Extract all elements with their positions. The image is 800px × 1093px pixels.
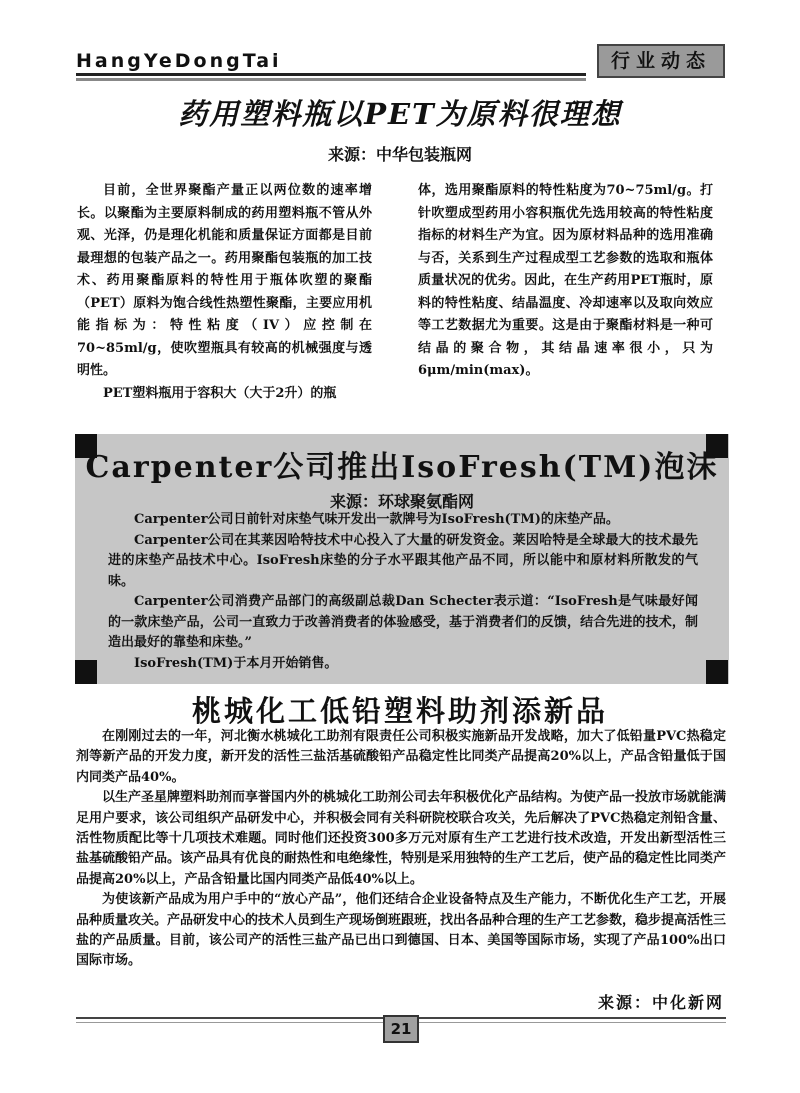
article2-source: 来源：环球聚氨酯网: [329, 492, 474, 511]
header-left-title: HangYeDongTai: [76, 50, 282, 72]
article1-paragraph: 目前，全世界聚酯产量正以两位数的速率增长。以聚酯为主要原料制成的药用塑料瓶不管从外观、光泽，仍是理化机能和质量保证方面都是目前最理想的包装产品之一。药用聚酯包装瓶的加工技术、药用聚酯原料的特性用于瓶体吹塑的聚酯（PET）原料为饱合线性热塑性聚酯，主要应用机能指标为：特性粘度（IV）应控制在70~85ml/g，使吹塑瓶具有较高的机械强度与透明性。: [77, 183, 372, 378]
header-rule: [76, 73, 586, 76]
article2-paragraph: Carpenter公司在其莱因哈特技术中心投入了大量的研发资金。莱因哈特是全球最大的技术最先进的床垫产品技术中心。IsoFresh床垫的分子水平跟其他产品不同，所以能中和原材料所散发的气味。: [108, 532, 698, 589]
box-corner-mark: [75, 660, 97, 684]
article3-source: 来源：中化新网: [597, 993, 724, 1012]
article1-right-column: [418, 180, 713, 383]
article2-paragraph: IsoFresh(TM)于本月开始销售。: [134, 655, 338, 671]
article2-paragraph: Carpenter公司消费产品部门的高级副总裁Dan Schecter表示道：“IsoFresh是气味最好闻的一款床垫产品，公司一直致力于改善消费者的体验感受，基于消费者们的反馈，结合先进的技术，制造出最好的靠垫和床垫。”: [108, 594, 698, 650]
article1-title: 药用塑料瓶以PET为原料很理想: [178, 97, 622, 131]
box-corner-mark: [706, 660, 728, 684]
article2-body: [108, 510, 698, 674]
article1-paragraph: PET塑料瓶用于容积大（大于2升）的瓶: [103, 385, 337, 401]
article1-source: 来源：中华包装瓶网: [327, 145, 472, 164]
article1-left-column: [77, 180, 372, 405]
article2-title: Carpenter公司推出IsoFresh(TM)泡沫: [85, 450, 719, 485]
article1-paragraph: 体，选用聚酯原料的特性粘度为70~75ml/g。打针吹塑成型药用小容积瓶优先选用较高的特性粘度指标的材料生产为宜。因为原材料品种的选用准确与否，关系到生产过程成型工艺参数的选取和瓶体质量状况的优劣。因此，在生产药用PET瓶时，原料的特性粘度、结晶温度、冷却速率以及取向效应等工艺数据尤为重要。这是由于聚酯材料是一种可结晶的聚合物，其结晶速率很小，只为6μm/min(max)。: [418, 183, 713, 378]
article3-paragraph: 在刚刚过去的一年，河北衡水桃城化工助剂有限责任公司积极实施新品开发战略，加大了低铅量PVC热稳定剂等新产品的开发力度，新开发的活性三盐活基硫酸铅产品稳定性比同类产品提高20%以上，产品含铅量低于国内同类产品40%。: [76, 729, 726, 785]
article2-paragraph: Carpenter公司日前针对床垫气味开发出一款牌号为IsoFresh(TM)的床垫产品。: [134, 512, 619, 527]
article3-paragraph: 以生产圣星牌塑料助剂而享誉国内外的桃城化工助剂公司去年积极优化产品结构。为使产品一投放市场就能满足用户要求，该公司组织产品研发中心，并积极会同有关科研院校联合攻关，先后解决了PVC热稳定剂铅含量、活性物质配比等十几项技术难题。同时他们还投资300多万元对原有生产工艺进行技术改造，开发出新型活性三盐基硫酸铅产品。该产品具有优良的耐热性和电绝缘性，特别是采用独特的生产工艺后，使产品的稳定性比同类产品提高20%以上，产品含铅量比国内同类产品低40%以上。: [76, 790, 727, 887]
page-number: 21: [383, 1015, 419, 1043]
section-badge: 行业动态: [597, 44, 725, 78]
header-rule-shadow: [76, 78, 586, 81]
article3-paragraph: 为使该新产品成为用户手中的“放心产品”，他们还结合企业设备特点及生产能力，不断优化生产工艺，开展品种质量攻关。产品研发中心的技术人员到生产现场倒班跟班，找出各品种合理的生产工艺参数，稳步提高活性三盐的产品质量。目前，该公司产的活性三盐产品已出口到德国、日本、美国等国际市场，实现了产品100%出口国际市场。: [76, 892, 727, 969]
article3-title: 桃城化工低铅塑料助剂添新品: [191, 694, 608, 728]
article3-body: [76, 727, 726, 972]
